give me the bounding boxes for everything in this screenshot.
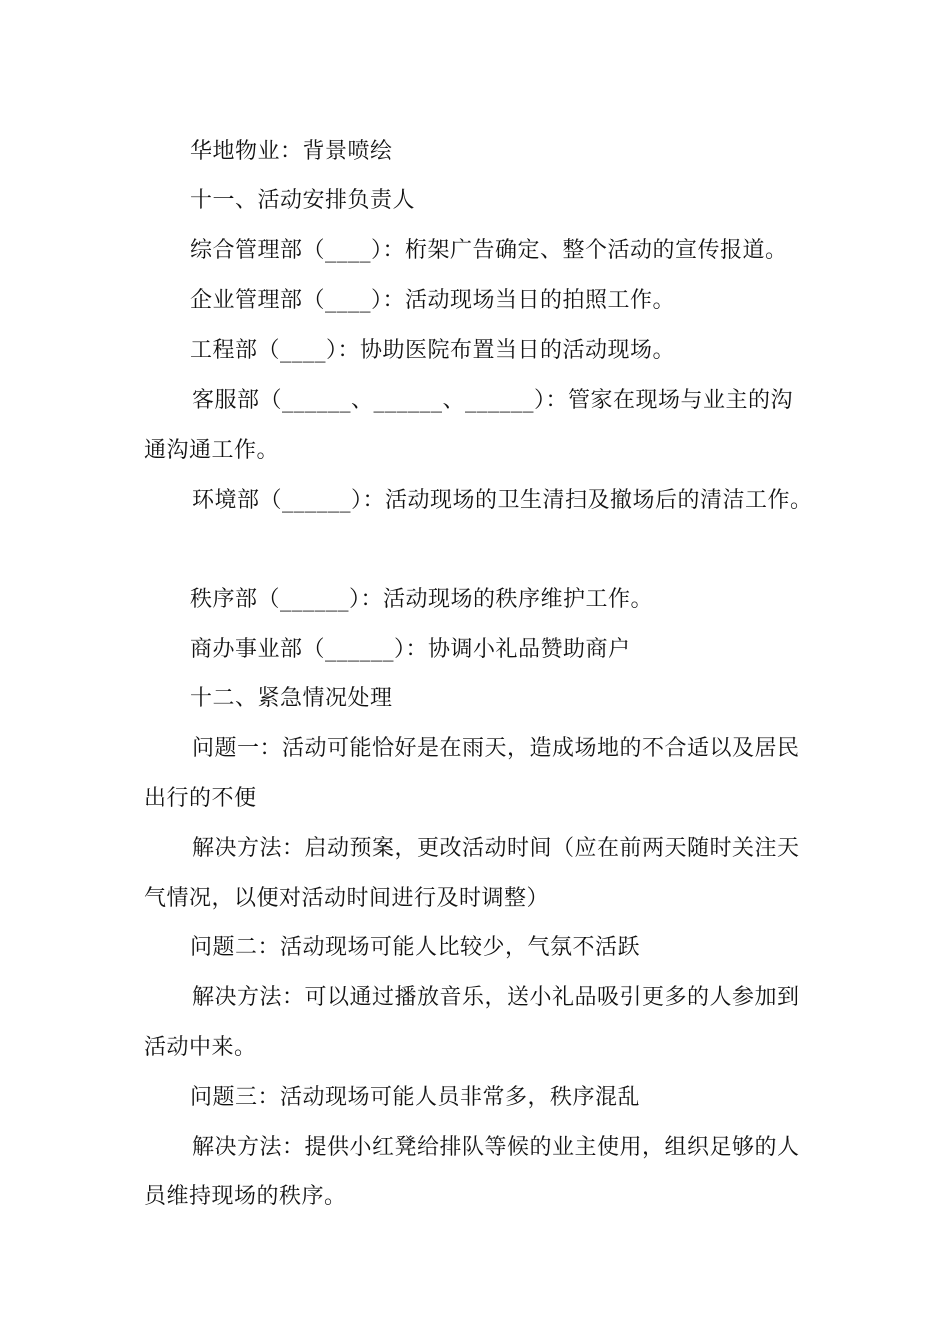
paragraph-line: 问题一：活动可能恰好是在雨天，造成场地的不合适以及居民 — [192, 736, 800, 761]
paragraph-line: 综合管理部（____）：桁架广告确定、整个活动的宣传报道。 — [190, 238, 788, 263]
paragraph-line: 解决方法：启动预案，更改活动时间（应在前两天随时关注天 — [192, 836, 800, 861]
paragraph-line: 环境部（______）：活动现场的卫生清扫及撤场后的清洁工作。 — [192, 488, 813, 513]
paragraph-line: 解决方法：提供小红凳给排队等候的业主使用，组织足够的人 — [192, 1135, 800, 1160]
paragraph-line: 工程部（____）：协助医院布置当日的活动现场。 — [190, 338, 676, 363]
paragraph-line: 解决方法：可以通过播放音乐，送小礼品吸引更多的人参加到 — [192, 985, 800, 1010]
paragraph-line: 企业管理部（____）：活动现场当日的拍照工作。 — [190, 288, 676, 313]
paragraph-line: 气情况，以便对活动时间进行及时调整） — [144, 886, 550, 911]
section-heading: 十一、活动安排负责人 — [190, 188, 416, 213]
paragraph-line: 员维持现场的秩序。 — [144, 1184, 347, 1209]
paragraph-line: 通沟通工作。 — [144, 438, 280, 463]
paragraph-line: 客服部（______、______、______）：管家在现场与业主的沟 — [192, 388, 794, 413]
paragraph-line: 活动中来。 — [144, 1035, 257, 1060]
paragraph-line: 问题二：活动现场可能人比较少，气氛不活跃 — [190, 935, 641, 960]
paragraph-line: 问题三：活动现场可能人员非常多，秩序混乱 — [190, 1085, 641, 1110]
section-heading: 十二、紧急情况处理 — [190, 686, 393, 711]
paragraph-line: 华地物业：背景喷绘 — [190, 139, 393, 164]
paragraph-line: 秩序部（______）：活动现场的秩序维护工作。 — [190, 587, 654, 612]
paragraph-line: 出行的不便 — [144, 786, 257, 811]
paragraph-line: 商办事业部（______）：协调小礼品赞助商户 — [190, 637, 631, 662]
